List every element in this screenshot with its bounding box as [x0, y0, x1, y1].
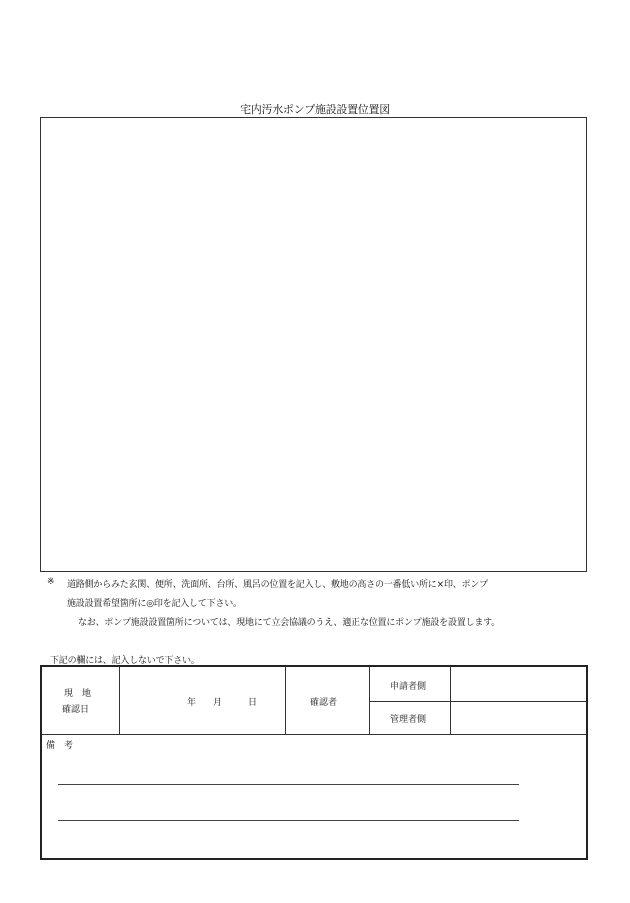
remarks-label: 備 考	[46, 741, 74, 751]
col-divider	[285, 667, 286, 734]
year-label: 年	[187, 698, 197, 708]
row-divider	[42, 734, 586, 735]
note-line-3: なお、ポンプ施設設置箇所については、現地にて立会協議のうえ、適正な位置にポンプ施設を設置します。	[78, 618, 501, 628]
applicant-side-field[interactable]	[451, 667, 586, 701]
note-mark: ※	[47, 577, 55, 587]
page-title: 宅内汚水ポンプ施設設置位置図	[240, 103, 390, 116]
month-label: 月	[213, 698, 223, 708]
note-line-2: 施設設置希望箇所に◎印を記入して下さい。	[67, 599, 242, 609]
manager-side-label: 管理者側	[390, 715, 427, 725]
day-label: 日	[248, 698, 258, 708]
col-divider	[119, 667, 120, 734]
manager-side-field[interactable]	[451, 702, 586, 734]
site-label-2: 確認日	[62, 705, 90, 715]
applicant-side-label: 申請者側	[390, 682, 427, 692]
site-label-1: 現 地	[64, 689, 92, 699]
note-line-1: 道路側からみた玄関、便所、洗面所、台所、風呂の位置を記入し、敷地の高さの一番低い所に×印、ポンプ	[67, 580, 488, 590]
form-caption: 下記の欄には、記入しないで下さい。	[50, 656, 200, 666]
remarks-line-2[interactable]	[58, 820, 519, 821]
confirmer-label: 確認者	[310, 698, 338, 708]
office-use-form	[40, 665, 588, 860]
drawing-area[interactable]	[40, 117, 587, 572]
remarks-line-1[interactable]	[58, 784, 519, 785]
